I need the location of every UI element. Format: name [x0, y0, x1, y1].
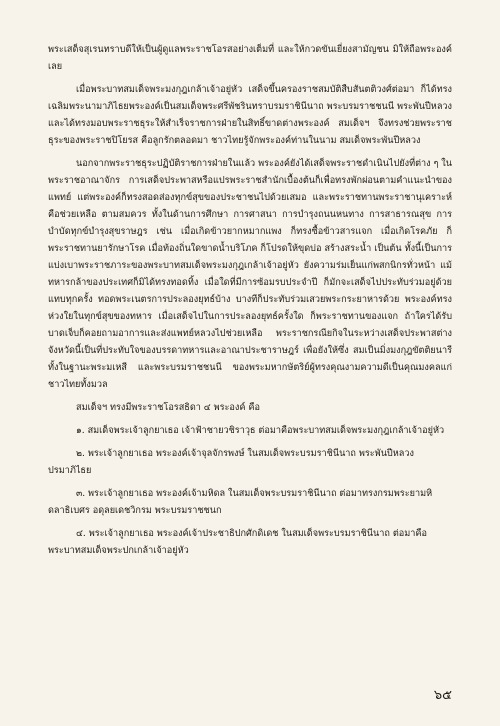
paragraph-3: นอกจากพระราชธุระปฏิบัติราชการฝ่ายในแล้ว พระองค์ยังได้เสด็จพระราชดำเนินไปยังที่ต่าง ๆ ในพระราชอาณาจักร การเสด็จประพาสหรือแปรพระราชสำนักเบื้องต้นก็เพื่อทรงพักผ่อนตามคำแนะนำของแพทย์ แต่พระองค์ก็ทรงสอดส่องทุกข์สุขของประชาชนไปด้วยเสมอ และพระราชทานพระราชานุเคราะห์ คือช่วยเหลือ ตามสมควร ทั้งในด้านการศึกษา การศาสนา การบำรุงถนนหนทาง การสาธารณสุข การบำบัดทุกข์บำรุงสุขราษฎร เช่น เมื่อเกิดข้าวยากหมากแพง ก็ทรงซื้อข้าวสารแจก เมื่อเกิดโรคภัย ก็พระราชทานยารักษาโรค เมื่อท้องถิ่นใดขาดน้ำบริโภค ก็โปรดให้ขุดบ่อ สร้างสระน้ำ เป็นต้น ทั้งนี้เป็นการแบ่งเบาพระราชภาระของพระบาทสมเด็จพระมงกุฎเกล้าเจ้าอยู่หัว ยังความร่มเย็นแก่พสกนิกรทั่วหน้า แม้ทหารกล้าของประเทศก็มิได้ทรงทอดทิ้ง เมื่อใดที่มีการซ้อมรบประจำปี ก็มักจะเสด็จไปประทับร่วมอยู่ด้วยแทบทุกครั้ง ทอดพระเนตรการประลองยุทธ์บ้าง บางทีก็ประทับร่วมเสวยพระกระยาหารด้วย พระองค์ทรงห่วงใยในทุกข์สุขของทหาร เมื่อเสด็จไปในการประลองยุทธ์ครั้งใด ก็พระราชทานของแจก ถ้าใครได้รับบาดเจ็บก็คอยถามอาการและส่งแพทย์หลวงไปช่วยเหลือ พระราชกรณียกิจในระหว่างเสด็จประพาสต่างจังหวัดนี้เป็นที่ประทับใจของบรรดาทหารและอาณาประชาราษฎร์ เพื่อยังให้ซึ่ง สมเป็นมิ่งมงกุฎขัตติยนารี ทั้งในฐานะพระมเหสี และพระบรมราชชนนี ของพระมหากษัตริย์ผู้ทรงคุณงามความดีเป็นคุณมงคลแก่ชาวไทยทั้งมวล: [48, 159, 452, 390]
child-item-2: ๒. พระเจ้าลูกยาเธอ พระองค์เจ้าจุลจักรพงษ์ ในสมเด็จพระบรมราชินีนาถ พระพันปีหลวง ปรมาภิไธย: [48, 449, 414, 476]
paragraph-1: พระเสด็จสุเรนทราบดีให้เป็นผู้ดูแลพระราชโอรสอย่างเต็มที่ และให้กวดขันเยี่ยงสามัญชน มิให้ถือพระองค์เลย: [48, 45, 452, 72]
children-heading: สมเด็จฯ ทรงมีพระราชโอรสธิดา ๔ พระองค์ คือ: [76, 403, 260, 413]
paragraph-2: เมื่อพระบาทสมเด็จพระมงกุฎเกล้าเจ้าอยู่หัว เสด็จขึ้นครองราชสมบัติสืบสันตติวงศ์ต่อมา ก็ได้ทรงเฉลิมพระนามาภิไธยพระองค์เป็นสมเด็จพระศรีพัชรินทราบรมราชินีนาถ พระบรมราชชนนี พระพันปีหลวง และได้ทรงมอบพระราชธุระให้สำเร็จราชการฝ่ายในสิทธิ์ขาดต่างพระองค์ สมเด็จฯ จึงทรงช่วยพระราชธุระของพระราชปิโยรส คือลูกรักตลอดมา ชาวไทยรู้จักพระองค์ท่านในนาม สมเด็จพระพันปีหลวง: [48, 85, 452, 146]
child-item-3: ๓. พระเจ้าลูกยาเธอ พระองค์เจ้ามหิดล ในสมเด็จพระบรมราชินีนาถ ต่อมาทรงกรมพระยามหิดลาธิเบศร อดุลยเดชวิกรม พระบรมราชชนก: [48, 489, 433, 516]
page-number: ๖๕: [433, 688, 452, 703]
child-item-4: ๔. พระเจ้าลูกยาเธอ พระองค์เจ้าประชาธิปกศักดิเดช ในสมเด็จพระบรมราชินีนาถ ต่อมาคือพระบาทสมเด็จพระปกเกล้าเจ้าอยู่หัว: [48, 529, 427, 556]
child-item-1: ๑. สมเด็จพระเจ้าลูกยาเธอ เจ้าฟ้าชายวชิราวุธ ต่อมาคือพระบาทสมเด็จพระมงกุฎเกล้าเจ้าอยู่หัว: [76, 426, 445, 436]
document-page: [48, 42, 452, 566]
